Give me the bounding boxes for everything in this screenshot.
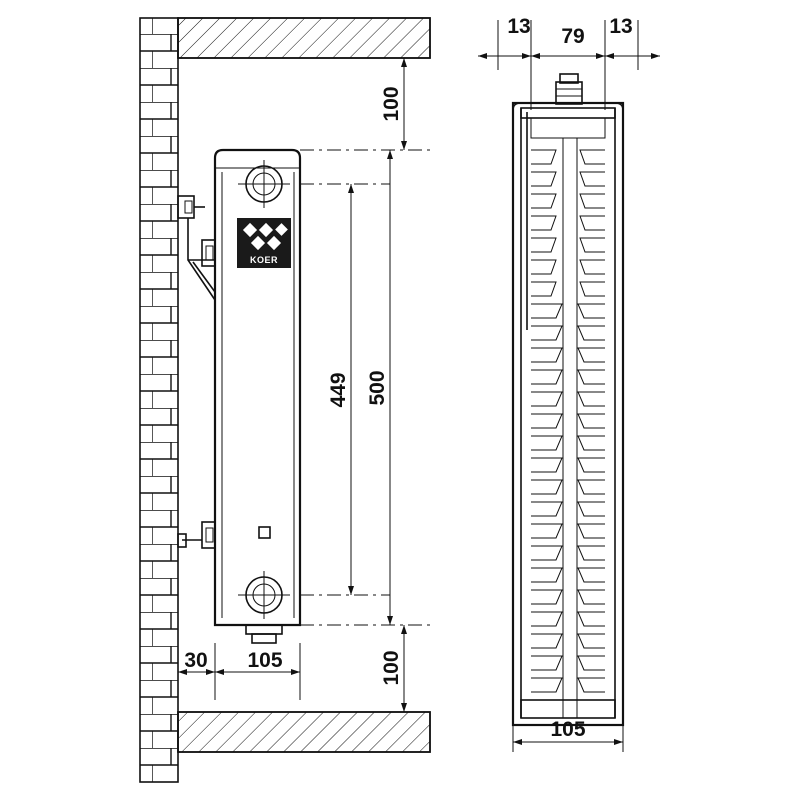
brand-text: KOER [249, 255, 279, 265]
dim-panel-height: 500 [366, 370, 389, 406]
upper-wall-bracket [178, 196, 215, 300]
dim-panel-width: 79 [561, 25, 585, 48]
dim-edge-right: 13 [609, 15, 633, 38]
dim-center-distance: 449 [327, 372, 350, 408]
cross-section-dimensions [478, 15, 660, 752]
dim-edge-left: 13 [507, 15, 531, 38]
brand-badge [237, 218, 291, 268]
dim-depth-side: 105 [247, 649, 283, 672]
dim-bottom-clearance: 100 [380, 650, 403, 686]
radiator-cross-section [513, 74, 623, 725]
dim-top-clearance: 100 [380, 86, 403, 122]
lower-wall-bracket [178, 522, 215, 548]
dim-wall-offset: 30 [184, 649, 208, 672]
dim-depth-bottom: 105 [550, 718, 586, 741]
radiator-side-profile [178, 150, 300, 643]
